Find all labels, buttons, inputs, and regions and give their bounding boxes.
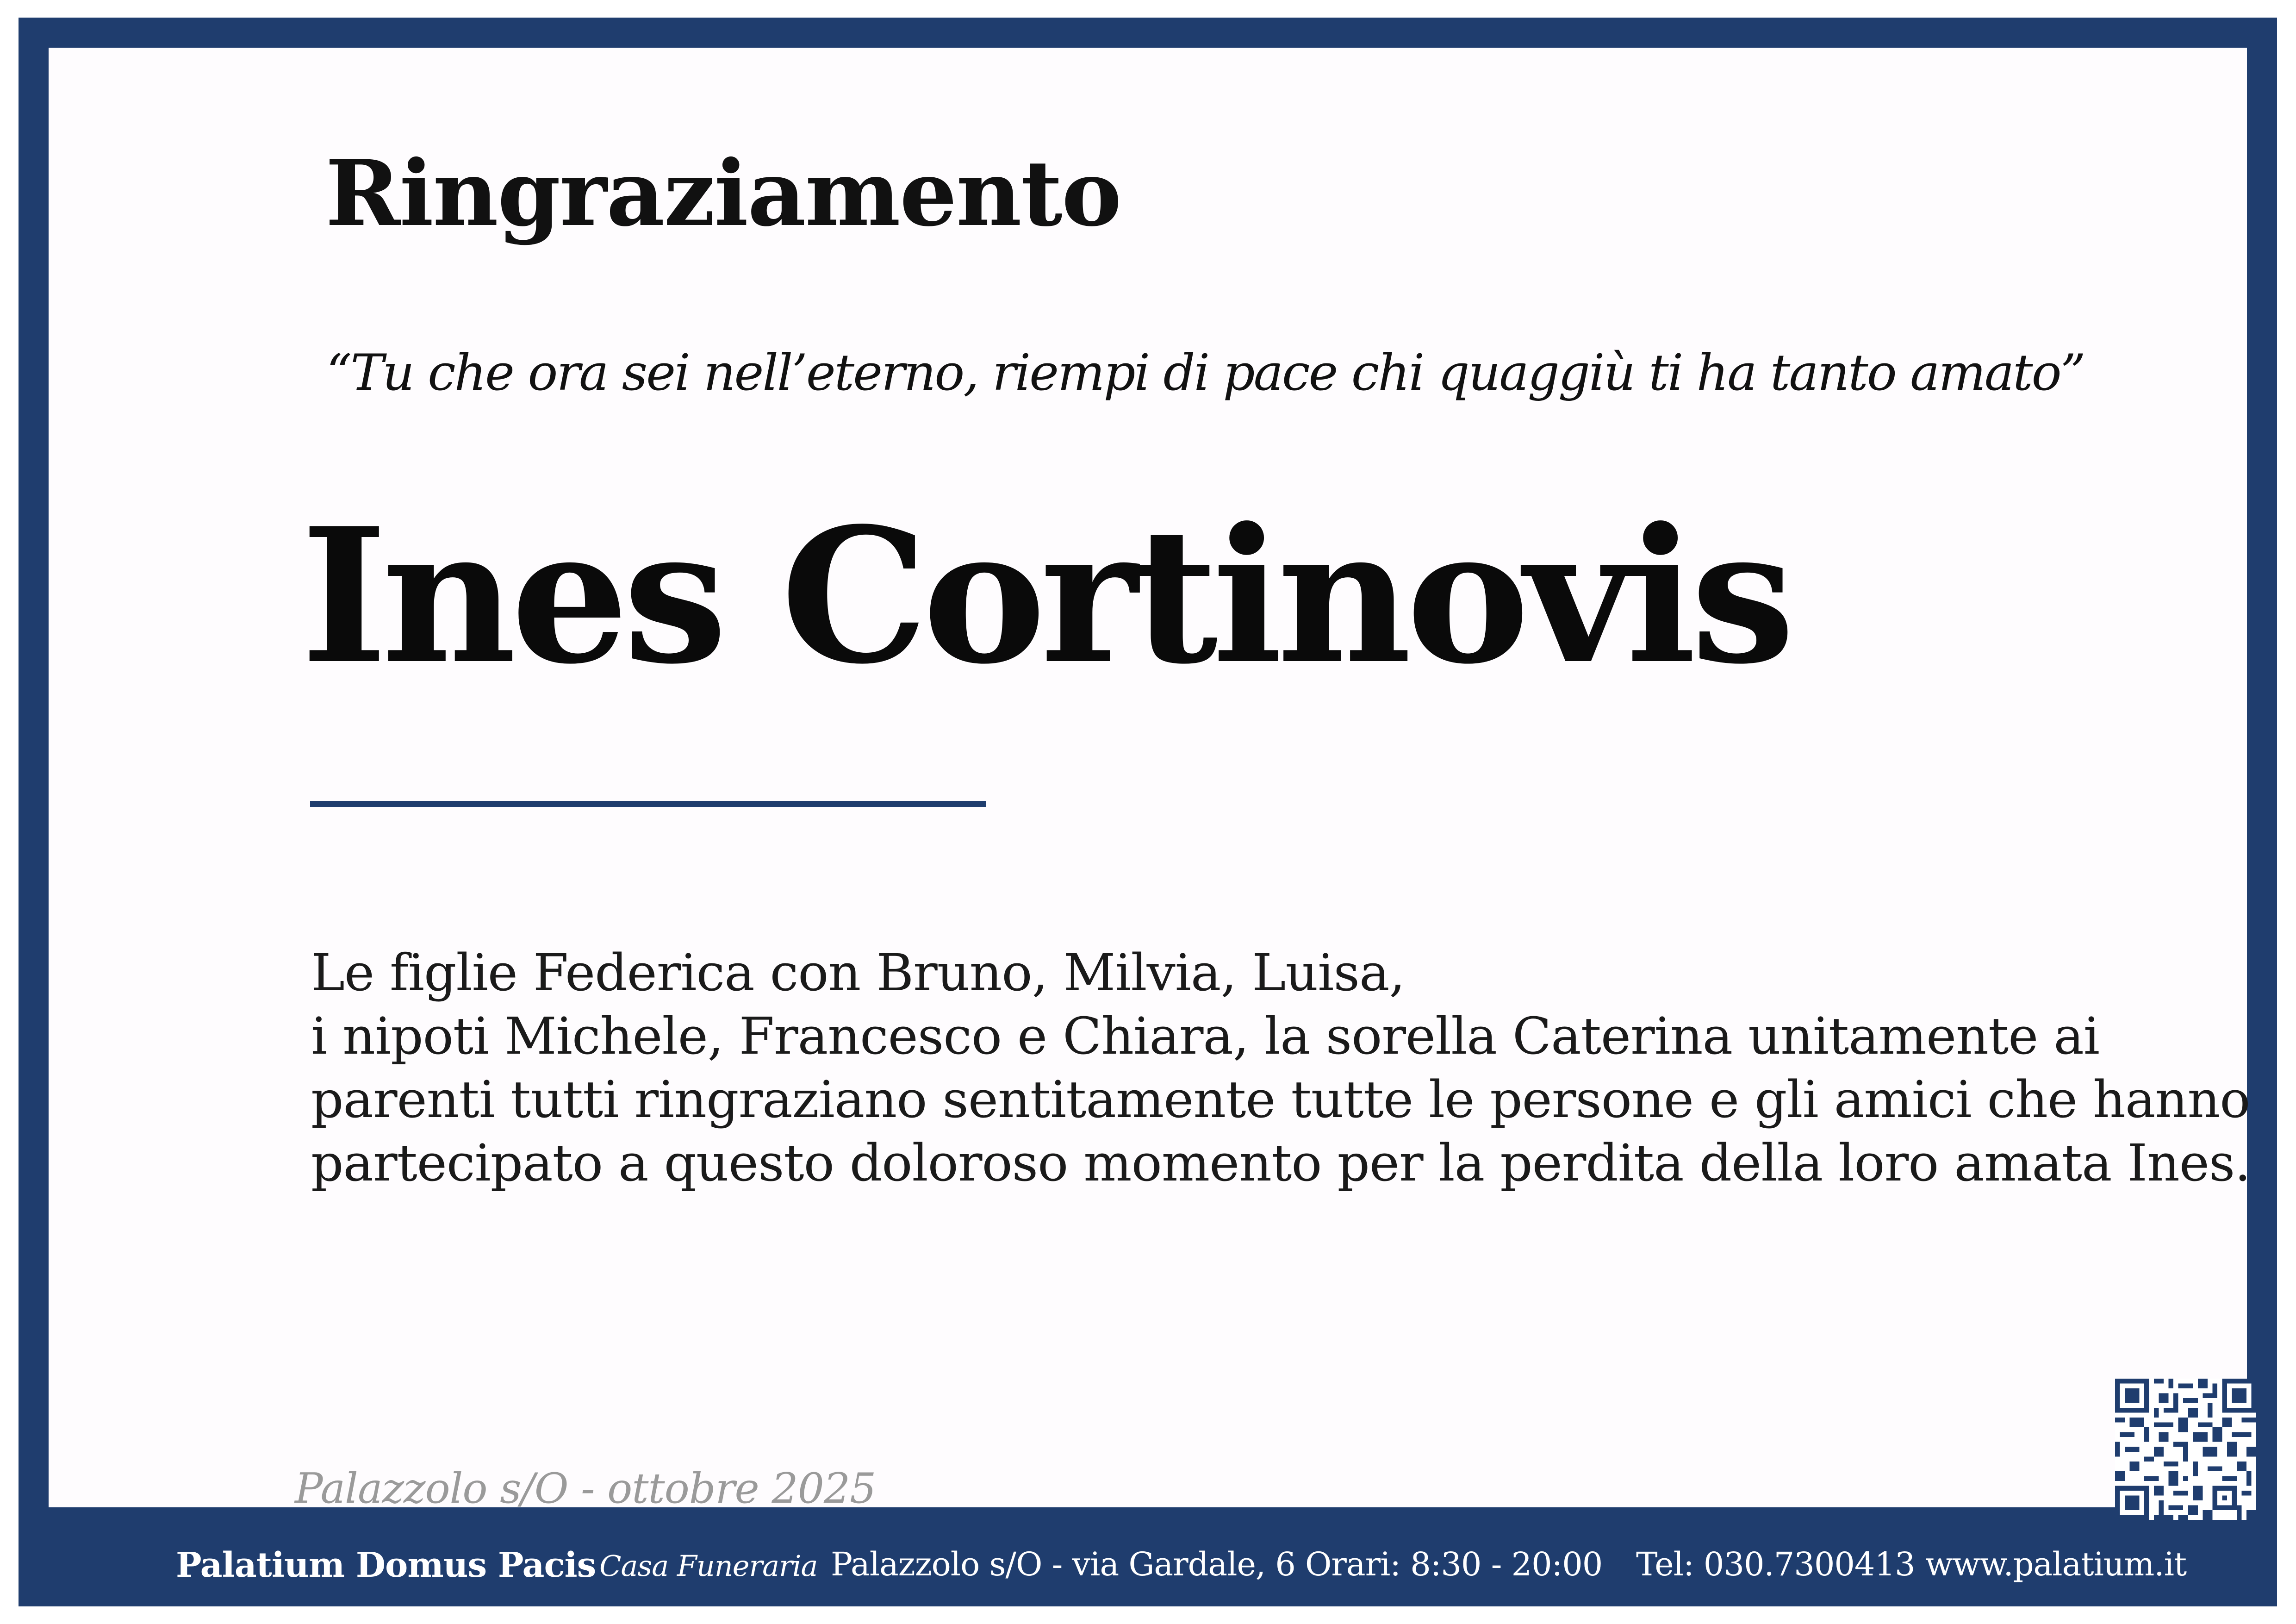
message-line: Le figlie Federica con Bruno, Milvia, Luisa, — [311, 943, 1405, 1002]
qr-code-icon[interactable] — [2115, 1379, 2256, 1520]
notice-quote: “Tu che ora sei nell’eterno, riempi di pace chi quaggiù ti ha tanto amato” — [326, 344, 2084, 402]
footer-address: Palazzolo s/O - via Gardale, 6 — [831, 1545, 1295, 1583]
notice-message — [311, 941, 2250, 1195]
place-date: Palazzolo s/O - ottobre 2025 — [295, 1464, 876, 1513]
footer-business-type: Casa Funeraria — [599, 1549, 818, 1583]
notice-heading: Ringraziamento — [325, 140, 1121, 246]
deceased-name: Ines Cortinovis — [301, 487, 1790, 705]
notice-paper — [49, 48, 2251, 1513]
footer-company: Palatium Domus Pacis — [176, 1545, 596, 1585]
footer-website-link[interactable]: www.palatium.it — [1925, 1545, 2187, 1583]
message-line: parenti tutti ringraziano sentitamente tutte le persone e gli amici che hanno — [311, 1070, 2250, 1129]
footer-phone[interactable]: Tel: 030.7300413 — [1636, 1545, 1915, 1583]
message-line: partecipato a questo doloroso momento per la perdita della loro amata Ines. — [311, 1133, 2251, 1193]
footer-bar — [19, 1504, 2296, 1624]
divider-rule — [310, 801, 986, 807]
notice-frame — [19, 18, 2277, 1606]
footer-hours: Orari: 8:30 - 20:00 — [1305, 1545, 1603, 1583]
message-line: i nipoti Michele, Francesco e Chiara, la sorella Caterina unitamente ai — [311, 1006, 2100, 1066]
